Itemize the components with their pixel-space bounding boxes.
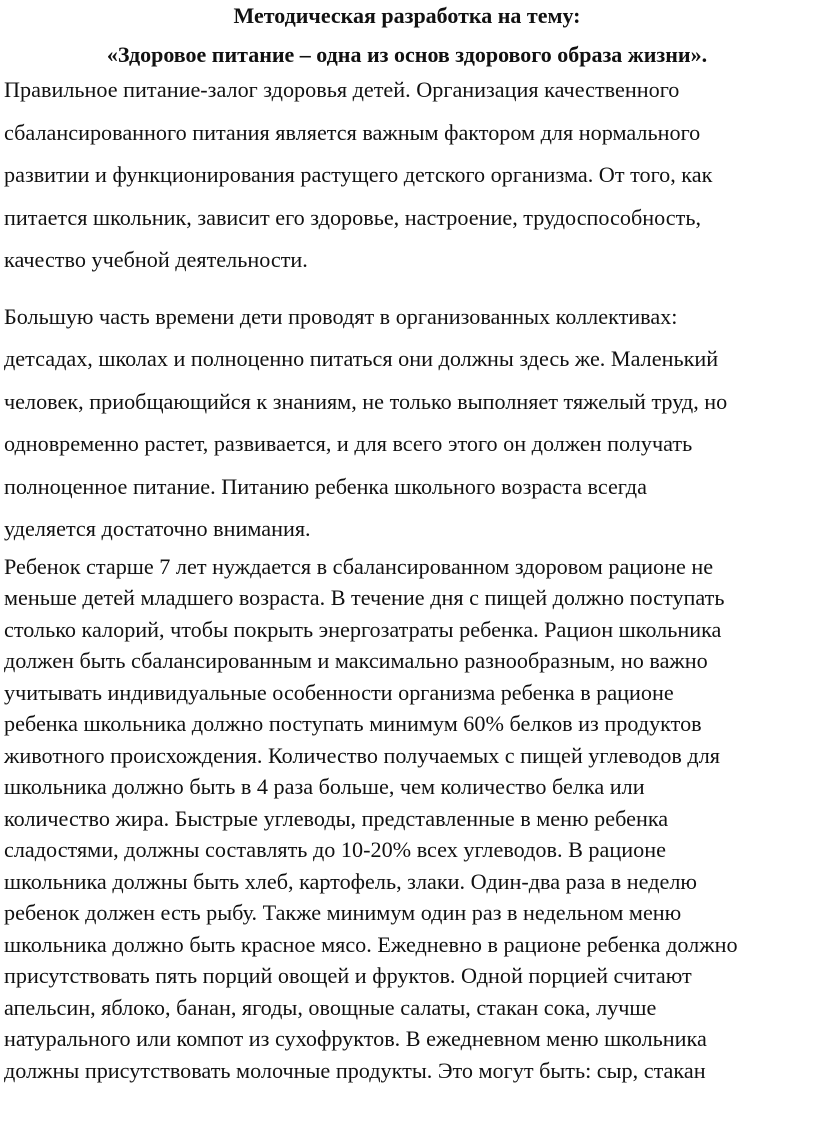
document-title: Методическая разработка на тему: [233, 3, 581, 28]
paragraph-healthy-nutrition: Правильное питание-залог здоровья детей. Организация качественного сбалансированного питания является важным фактором для нормального развитии и функционирования растущего детского организма. От того, как питается школьник, зависит его здоровье, настроение, трудоспособность, качество учебной деятельности. [4, 77, 713, 272]
document-subtitle: «Здоровое питание – одна из основ здорового образа жизни». [106, 42, 708, 67]
paragraph-school-diet: Ребенок старше 7 лет нуждается в сбалансированном здоровом рационе не меньше детей младшего возраста. В течение дня с пищей должно поступать столько калорий, чтобы покрыть энергозатраты ребенка. Рацион школьника должен быть сбалансированным и максимально разнообразным, но важно учитывать индивидуальные особенности организма ребенка в рационе ребенка школьника должно поступать минимум 60% белков из продуктов животного происхождения. Количество получаемых с пищей углеводов для школьника должно быть в 4 раза больше, чем количество белка или количество жира. Быстрые углеводы, представленные в меню ребенка сладостями, должны составлять до 10-20% всех углеводов. В рационе школьника должны быть хлеб, картофель, злаки. Один-два раза в неделю ребенок должен есть рыбу. Также минимум один раз в недельном меню школьника должно быть красное мясо. Ежедневно в рационе ребенка должно присутствовать пять порций овощей и фруктов. Одной порцией считают апельсин, яблоко, банан, ягоды, овощные салаты, стакан сока, лучше натурального или компот из сухофруктов. В ежедневном меню школьника должны присутствовать молочные продукты. Это могут быть: сыр, стакан [4, 553, 738, 1083]
paragraph-organized-groups: Большую часть времени дети проводят в организованных коллективах: детсадах, школах и полноценно питаться они должны здесь же. Маленький человек, приобщающийся к знаниям, не только выполняет тяжелый труд, но одновременно растет, развивается, и для всего этого он должен получать полноценное питание. Питанию ребенка школьного возраста всегда уделяется достаточно внимания. [4, 303, 728, 541]
